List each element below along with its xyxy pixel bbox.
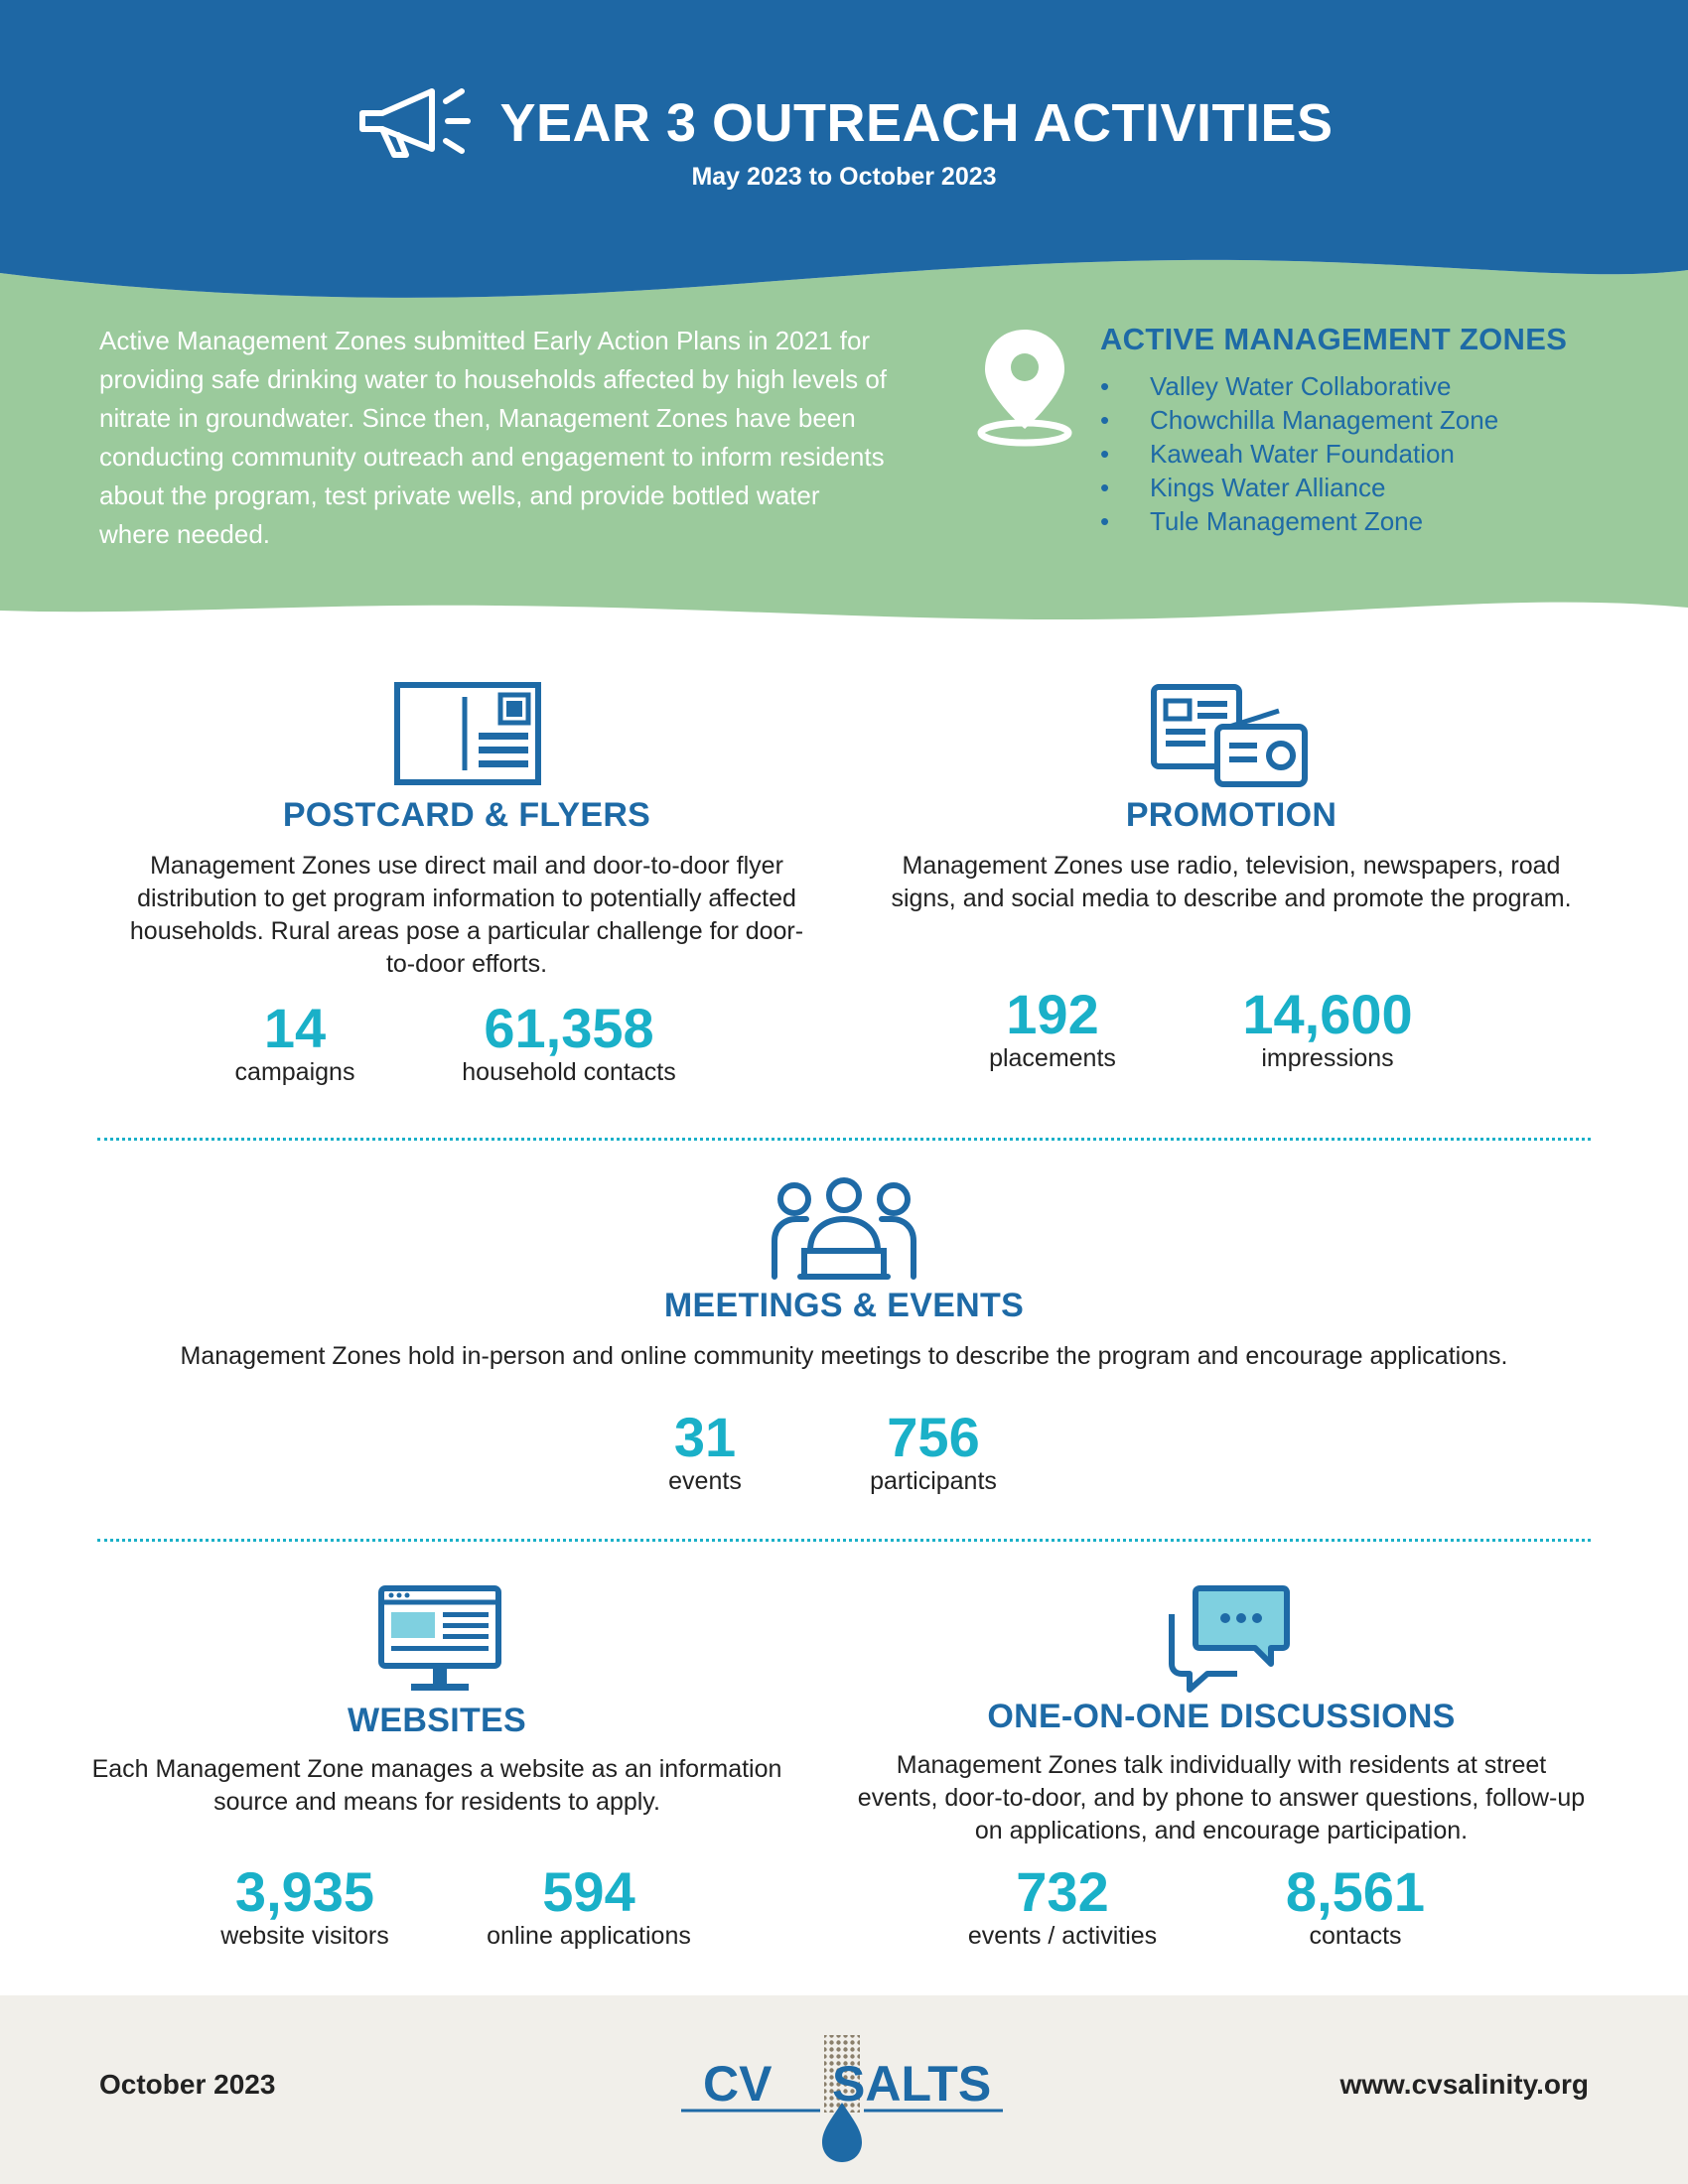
chat-bubbles-icon — [1166, 1584, 1291, 1694]
zone-item: • Tule Management Zone — [1100, 504, 1498, 538]
postcard-description: Management Zones use direct mail and door-to-door flyer distribution to get program information to potentially affected households. Rural areas pose a particular challenge for door-to-door efforts. — [129, 852, 804, 978]
stat-household-contacts — [430, 999, 708, 1086]
date-range-subtitle: May 2023 to October 2023 — [691, 163, 997, 191]
stat-label: online applications — [487, 1922, 691, 1950]
stat-online-applications — [460, 1862, 718, 1950]
meeting-people-icon — [771, 1177, 917, 1281]
stat-events — [606, 1408, 804, 1495]
computer-monitor-icon — [377, 1584, 502, 1698]
location-pin-icon — [973, 326, 1076, 449]
stat-participants — [834, 1408, 1033, 1495]
logo-text-salts: SALTS — [832, 2056, 992, 2112]
section-divider — [97, 1138, 1591, 1141]
discussions-description: Management Zones talk individually with residents at street events, door-to-door, and by phone to answer questions, follow-up on applications, and encourage participation. — [857, 1751, 1586, 1844]
promotion-title: PROMOTION — [1125, 796, 1337, 834]
websites-description: Each Management Zone manages a website as an information source and means for residents to apply. — [91, 1755, 782, 1816]
zones-heading: ACTIVE MANAGEMENT ZONES — [1100, 322, 1568, 356]
stat-events-activities — [933, 1862, 1192, 1950]
discussions-title: ONE-ON-ONE DISCUSSIONS — [987, 1698, 1456, 1735]
stat-label: placements — [989, 1044, 1116, 1072]
zone-item: • Valley Water Collaborative — [1100, 369, 1498, 403]
stat-value: 8,561 — [1285, 1860, 1426, 1923]
stat-label: contacts — [1309, 1922, 1402, 1950]
stat-label: household contacts — [462, 1058, 676, 1086]
stat-label: impressions — [1261, 1044, 1394, 1072]
meetings-title: MEETINGS & EVENTS — [663, 1287, 1025, 1324]
meetings-description: Management Zones hold in-person and online community meetings to describe the program and encourage applications. — [180, 1342, 1508, 1370]
postcard-title: POSTCARD & FLYERS — [282, 796, 651, 834]
stat-value: 31 — [673, 1406, 737, 1468]
stat-label: campaigns — [234, 1058, 355, 1086]
promotion-description: Management Zones use radio, television, newspapers, road signs, and social media to describe and promote the program. — [891, 852, 1572, 912]
stat-impressions — [1208, 985, 1447, 1072]
stat-value: 192 — [1006, 983, 1099, 1045]
zones-list — [1100, 369, 1498, 538]
stat-website-visitors — [186, 1862, 424, 1950]
stat-contacts — [1236, 1862, 1475, 1950]
intro-paragraph: Active Management Zones submitted Early Action Plans in 2021 for providing safe drinking water to households affected by high levels of nitrate in groundwater. Since then, Management Zones have been conducting community outreach and engagement to inform residents about the program, test private wells, and provide bottled water where needed. — [99, 326, 888, 549]
stat-label: events — [668, 1467, 742, 1495]
stat-value: 14 — [263, 997, 327, 1059]
zone-item: • Chowchilla Management Zone — [1100, 403, 1498, 437]
stat-label: website visitors — [220, 1922, 389, 1950]
zone-item: • Kaweah Water Foundation — [1100, 437, 1498, 471]
newspaper-radio-icon — [1150, 683, 1309, 788]
logo-text-cv: CV — [703, 2056, 773, 2112]
stat-value: 14,600 — [1242, 983, 1413, 1045]
stat-label: events / activities — [967, 1922, 1158, 1950]
postcard-icon — [393, 681, 542, 786]
section-divider — [97, 1539, 1591, 1542]
stat-placements — [953, 985, 1152, 1072]
stat-value: 594 — [542, 1860, 635, 1923]
stat-campaigns — [196, 999, 394, 1086]
stat-label: participants — [870, 1467, 997, 1495]
zone-item: • Kings Water Alliance — [1100, 471, 1498, 504]
stat-value: 61,358 — [484, 997, 654, 1059]
footer-date: October 2023 — [99, 2069, 276, 2100]
title-text: YEAR 3 OUTREACH ACTIVITIES — [499, 93, 1334, 153]
footer-website-link[interactable]: www.cvsalinity.org — [1339, 2069, 1589, 2100]
stat-value: 732 — [1016, 1860, 1109, 1923]
stat-value: 3,935 — [234, 1860, 375, 1923]
stat-value: 756 — [887, 1406, 980, 1468]
websites-title: WEBSITES — [348, 1702, 526, 1739]
megaphone-icon — [354, 83, 474, 163]
